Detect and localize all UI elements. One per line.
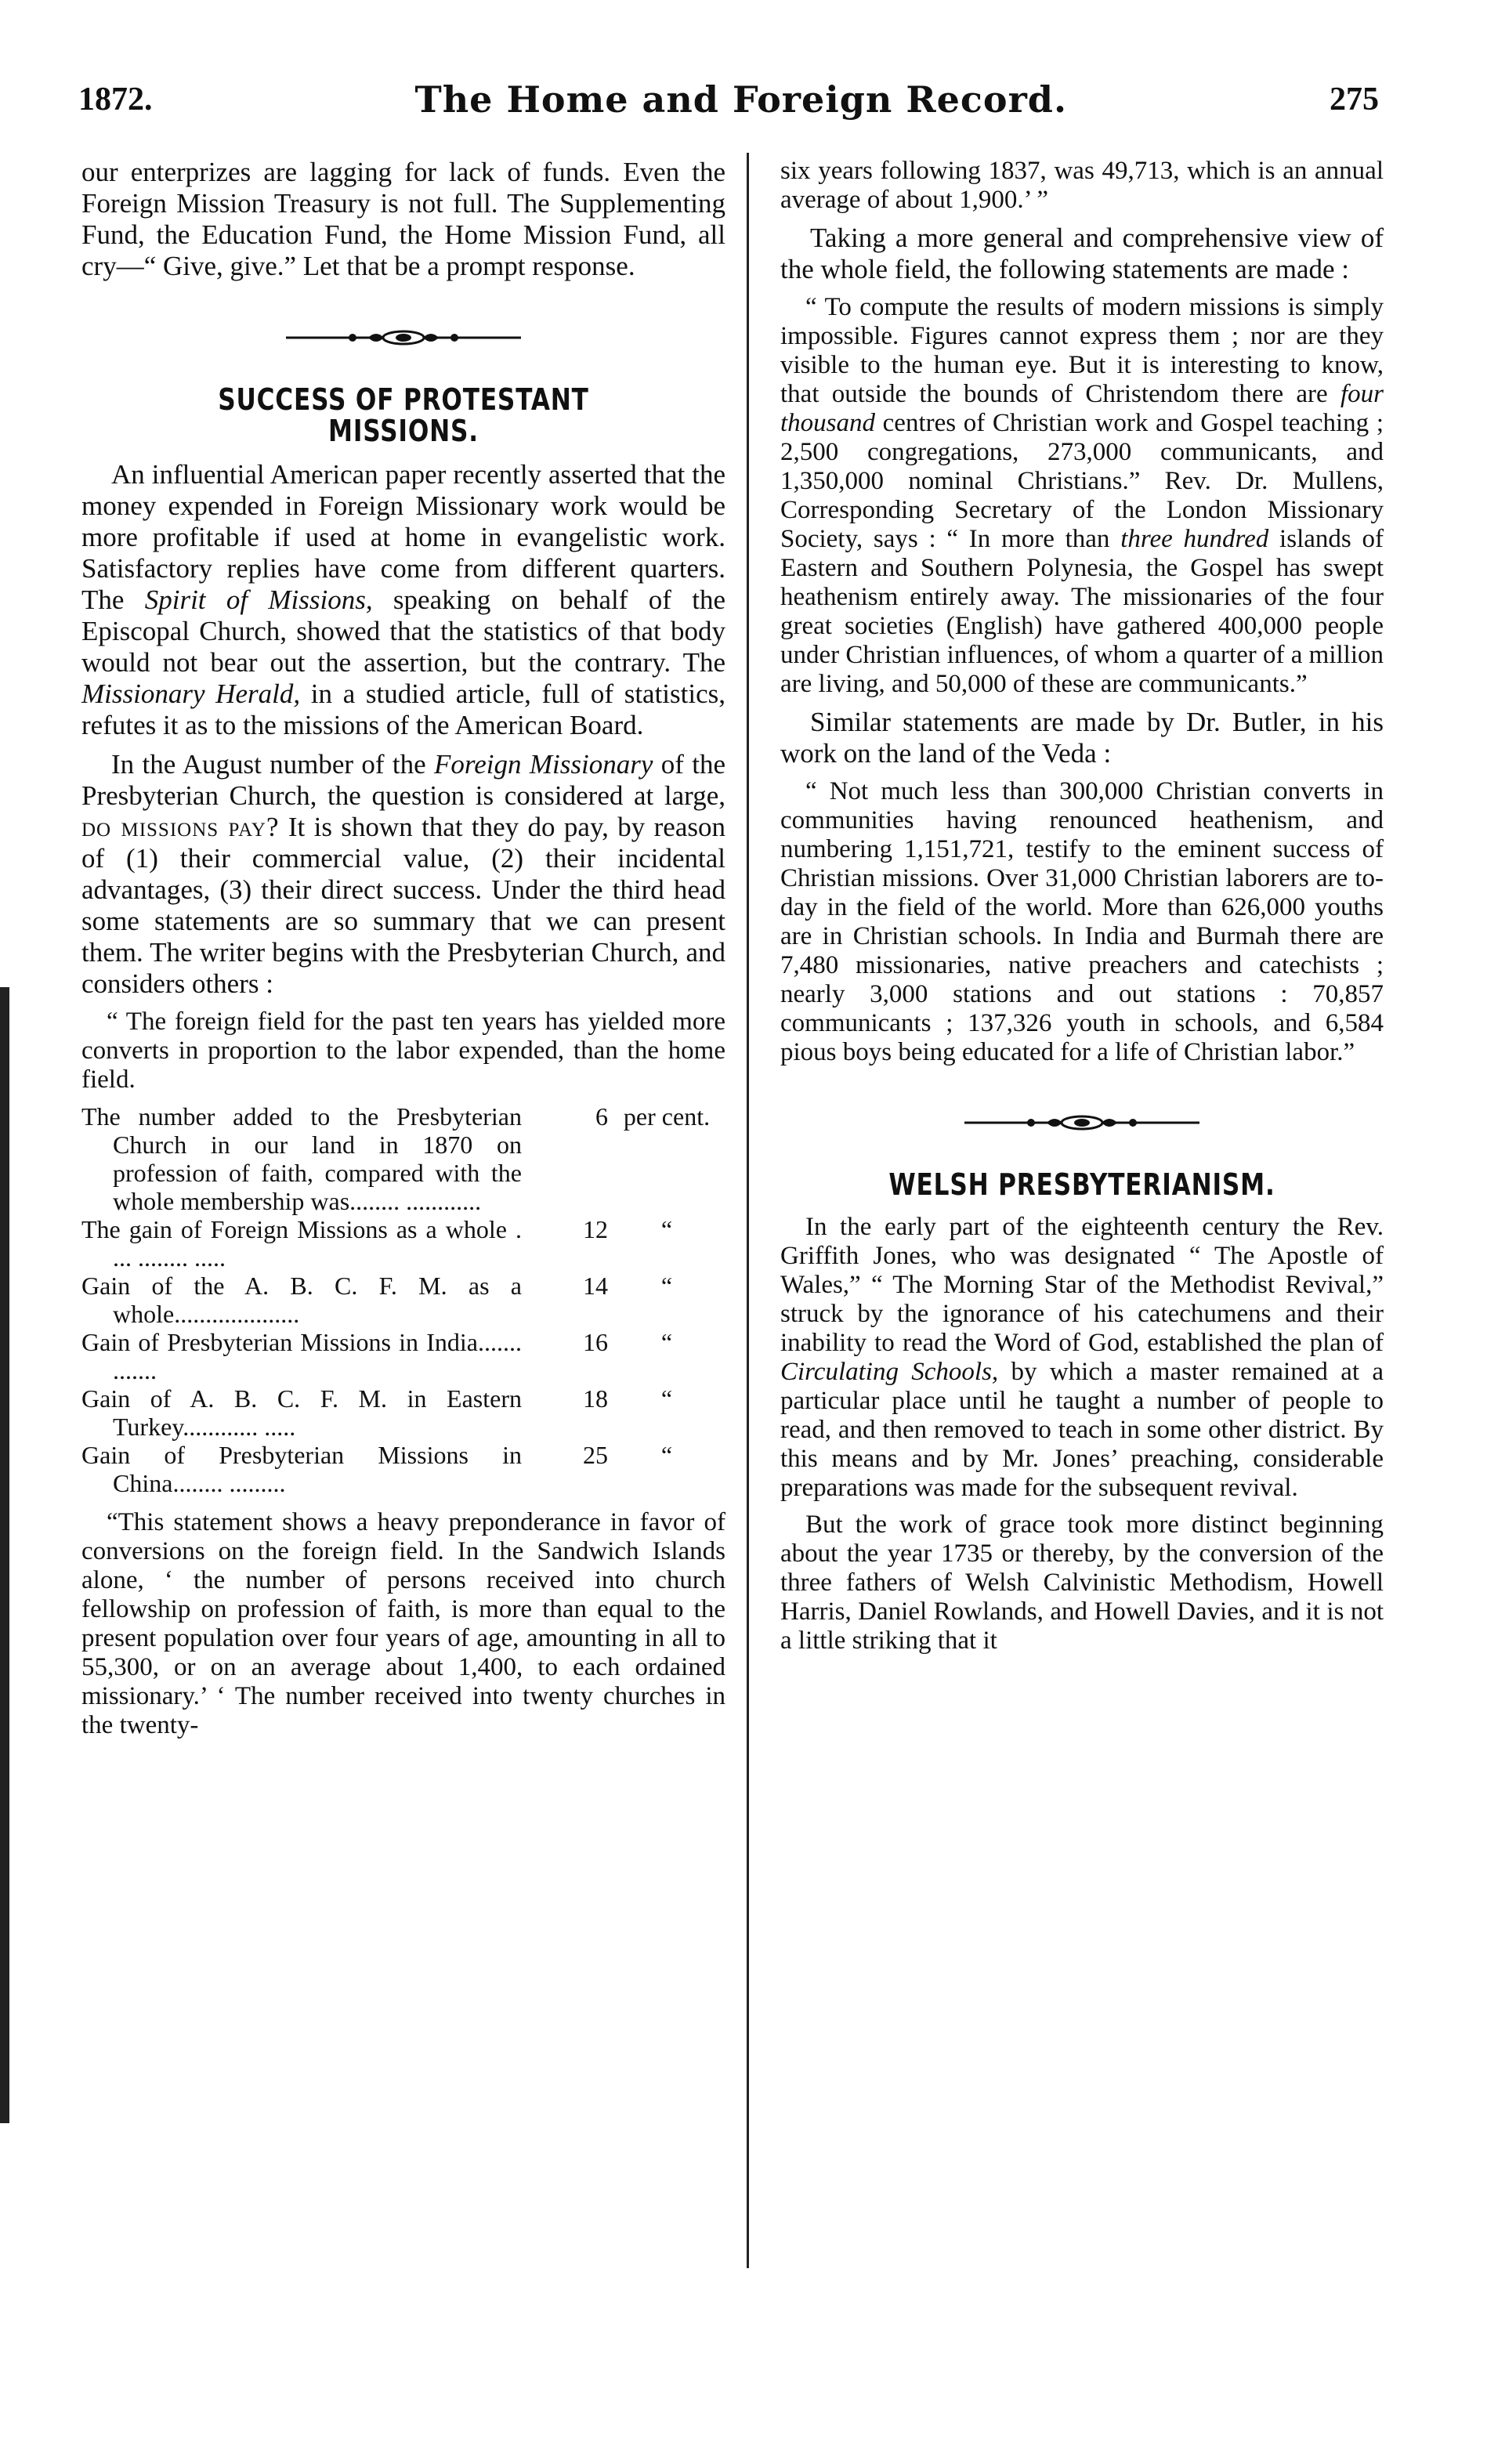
running-header [78,72,1379,127]
text-run: of the Presbyterian Church, the question is considered at large, [81,749,725,811]
stat-value: 18 [583,1384,608,1413]
paragraph-similar: Similar statements are made by Dr. Butler, in his work on the land of the Veda : [780,707,1384,769]
section-title-missions: SUCCESS OF PROTESTANT MISSIONS. [218,382,589,448]
paragraph-general-view: Taking a more general and comprehensive view of the whole field, the following statements are made : [780,223,1384,284]
stat-row [81,1384,725,1441]
italic-run: Circulating Schools, [780,1358,999,1386]
stat-unit: “ [660,1272,673,1300]
stat-label: Gain of Presbyterian Missions in China........ ......... [81,1441,522,1497]
text-run: It is shown that they do pay, by reason of (1) their commercial value, (2) their incidental advantages, (3) their direct success. Under the third head some statements are so summary that we can present them. The writer begins with the Presbyterian Church, and considers others : [81,812,725,999]
text-run: In the early part of the eighteenth century the Rev. Griffith Jones, who was designated “ The Apostle of Wales,” “ The Morning Star of the Methodist Revival,” struck by the ignorance of his catechumens and their inability to read the Word of God, established the plan of [780,1213,1384,1357]
stat-label: The number added to the Presbyterian Church in our land in 1870 on profession of faith, compared with the whole membership was........ ............ [81,1102,522,1215]
scan-edge-mark [0,987,9,2123]
header-title: The Home and Foreign Record. [414,78,1067,121]
stat-row [81,1441,725,1497]
ornament-divider [780,1106,1384,1138]
stat-value: 12 [583,1215,608,1243]
stat-label: Gain of Presbyterian Missions in India....... ....... [81,1328,522,1384]
smallcaps-run: do missions pay? [81,812,280,842]
intro-paragraph: our enterprizes are lagging for lack of funds. Even the Foreign Mission Treasury is not full. The Supplementing Fund, the Education Fund, the Home Mission Fund, all cry—“ Give, give.” Let that be a prompt response. [81,157,725,281]
right-column [780,157,1384,1663]
stat-unit: “ [660,1384,673,1413]
quote-compute-results [780,293,1384,699]
stat-label: The gain of Foreign Missions as a whole . ... ........ ..... [81,1215,522,1272]
text-run: speaking on behalf of the Episcopal Church, showed that the statistics of that body would not bear out the assertion, but the contrary. The [81,584,725,678]
ornament-divider [81,321,725,353]
stat-unit: “ [660,1215,673,1243]
text-run: In the August number of the [111,749,435,780]
quote-continuation: six years following 1837, was 49,713, which is an annual average of about 1,900.’ ” [780,157,1384,214]
text-run: by which a master remained at a particular place until he taught a number of people to read, and then removed to teach in some other district. By this means and by Mr. Jones’ preaching, considerable preparations was made for the subsequent revival. [780,1358,1384,1502]
italic-run: Foreign Missionary [434,749,653,780]
quote-foreign-field: “ The foreign field for the past ten years has yielded more converts in proportion to the labor expended, than the home field. [81,1008,725,1094]
paragraph-work-of-grace: But the work of grace took more distinct beginning about the year 1735 or thereby, by the conversion of the three fathers of Welsh Calvinistic Methodism, Howell Harris, Daniel Rowlands, and Howell Davies, and it is not a little striking that it [780,1511,1384,1655]
left-column [81,157,725,1748]
stat-value: 25 [583,1441,608,1469]
italic-run: Spirit of Missions, [144,584,373,615]
text-run: islands of Eastern and Southern Polynesia, the Gospel has swept heathenism entirely away. The missionaries of the four great societies (English) have gathered 400,000 people under Christian influences, of whom a quarter of a million are living, and 50,000 of these are communicants.” [780,525,1384,698]
section-title-welsh: WELSH PRESBYTERIANISM. [888,1167,1275,1202]
paragraph-august [81,749,725,1000]
text-run: centres of Christian work and Gospel teaching ; 2,500 congregations, 273,000 communicants, and 1,350,000 nominal Christians.” Rev. Dr. Mullens, Corresponding Secretary of the London Missionary Society, says : “ In more than [780,409,1384,553]
stat-unit: per cent. [623,1102,711,1131]
stat-row [81,1328,725,1384]
italic-run: four thousand [780,380,1384,437]
ornament-divider-icon [964,1115,1199,1131]
italic-run: Missionary Herald, [81,678,301,709]
stat-value: 16 [583,1328,608,1356]
stat-row [81,1272,725,1328]
text-run: An influential American paper recently asserted that the money expended in Foreign Missionary work would be more profitable if used at home in evangelistic work. Satisfactory replies have come from different quarters. The [81,459,725,615]
stat-unit: “ [660,1328,673,1356]
stat-label: Gain of A. B. C. F. M. in Eastern Turkey............ ..... [81,1384,522,1441]
statistics-table [81,1102,725,1497]
stat-value: 6 [595,1102,608,1131]
stat-row [81,1215,725,1272]
column-rule [747,153,749,2268]
italic-run: three hundred [1120,525,1269,553]
paragraph-influential [81,459,725,741]
quote-veda: “ Not much less than 300,000 Christian converts in communities having renounced heathenism, and numbering 1,151,721, testify to the eminent success of Christian missions. Over 31,000 Christian laborers are to-day in the field of the world. More than 626,000 youths are in Christian schools. In India and Burmah there are 7,480 missionaries, native preachers and catechists ; nearly 3,000 stations and out stations : 70,857 communicants ; 137,326 youth in schools, and 6,584 pious boys being educated for a life of Christian labor.” [780,777,1384,1066]
header-page-number: 275 [1329,81,1379,118]
paragraph-griffith-jones [780,1213,1384,1503]
text-run: in a studied article, full of statistics, refutes it as to the missions of the American Board. [81,678,725,740]
quote-sandwich-islands: “This statement shows a heavy preponderance in favor of conversions on the foreign field. In the Sandwich Islands alone, ‘ the number of persons received into church fellowship on profession of faith, is more than equal to the present population over four years of age, amounting in all to 55,300, or on an average about 1,400, to each ordained missionary.’ ‘ The number received into twenty churches in the twenty- [81,1508,725,1739]
text-run: “ To compute the results of modern missions is simply impossible. Figures cannot express them ; nor are they visible to the human eye. But it is interesting to know, that outside the bounds of Christendom there are [780,293,1384,408]
ornament-divider-icon [286,330,521,346]
stat-label: Gain of the A. B. C. F. M. as a whole.................... [81,1272,522,1328]
stat-row [81,1102,725,1215]
stat-unit: “ [660,1441,673,1469]
header-year: 1872. [78,81,153,118]
stat-value: 14 [583,1272,608,1300]
